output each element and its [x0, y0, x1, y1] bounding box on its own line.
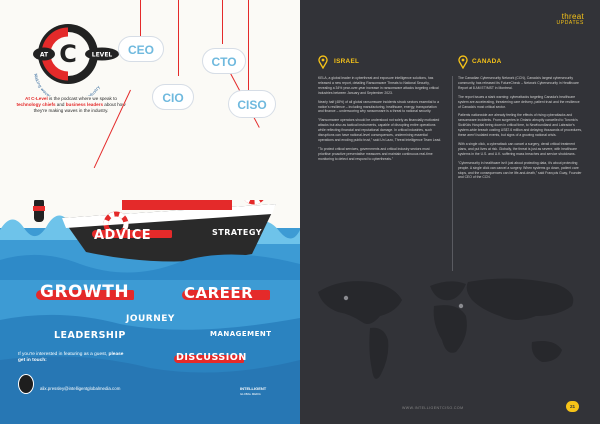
column-divider [452, 76, 453, 271]
cloud-ciso: CISO [228, 90, 276, 118]
svg-text:C: C [59, 40, 77, 68]
word-career: CAREER [184, 284, 254, 302]
rope [140, 0, 141, 40]
page-number: 21 [566, 401, 579, 412]
canada-paragraph: Patients nationwide are already feeling the effects of rising cyberattacks and ransomware incidents. From surgeries in Ontario abruptly cancelled to Toronto's SickKids Hospital being down in critical time, to Newfoundland and Labrador's system-wide breach costing US$7.6 million and delaying thousands of procedures, these aren't isolated events, but signs of a growing national crisis. [458, 113, 583, 138]
world-map [310, 272, 592, 392]
cloud-cio: CIO [152, 84, 194, 110]
guest-call-to-action: If you're interested in featuring as a guest, please get in touch: [18, 352, 124, 364]
contact-email[interactable]: alix.pressley@intelligentglobalmedia.com [40, 386, 121, 391]
canada-marker-icon [344, 296, 348, 300]
rope [248, 0, 249, 96]
israel-paragraph: "Ransomware operators should be understood not solely as financially motivated attacks but also as tactical instruments, capable of disrupting entire operations while reflecting financial and reputational damage. In critical industries, such disruptions can have national-level consequences, undermining essential operations and eroding public trust," said Un Lazo, Threat Intelligence Team Lead. [318, 118, 442, 142]
israel-paragraph: Nearly half (48%) of all global ransomware incidents struck sectors essential to a nation's resilience – including manufacturing, healthcare, energy, transportation and finance – underscoring why ransomware is a threat to national security. [318, 99, 439, 114]
word-management: MANAGEMENT [210, 330, 272, 338]
canada-paragraph: With a single click, a cyberattack can cancel a surgery, derail critical treatment plans, and put lives at risk. Globally, the threat is just as severe, with healthcare systems in the U.S. and U.K. suffering mass breaches and service shutdowns. [458, 141, 578, 156]
at-c-level-logo [14, 14, 132, 96]
avatar [18, 374, 34, 394]
rope [178, 0, 179, 76]
israel-article [318, 76, 442, 166]
word-growth: GROWTH [40, 282, 130, 302]
israel-paragraph: "To protect critical services, governments and critical industry sectors must prioritise proactive preventative measures and maintain continuous real-time monitoring to detect and respond to cyberthreats." [318, 146, 433, 161]
rope [222, 0, 223, 44]
cloud-ceo: CEO [118, 36, 164, 62]
intelligent-global-media-logo: INTELLIGENT GLOBAL MEDIA [240, 386, 267, 396]
svg-text:LEVEL: LEVEL [91, 51, 113, 59]
canada-paragraph: The Canadian Cybersecurity Network (CCN), Canada's largest cybersecurity community, has released its FutureCheck – Network Cybersecurity in Healthcare Report at 8 AM ET/MST in Montreal. [458, 76, 579, 90]
location-pin-icon [318, 55, 328, 69]
canada-paragraph: The report issues a stark warning: cyberattacks targeting Canada's healthcare system are accelerating, threatening care delivery, patient trust and the resilience of Canada's most critical sector. [458, 94, 580, 109]
israel-paragraph: KELA, a global leader in cyberthreat and exposure intelligence solutions, has released a new report, detailing Ransomware Threats to National Security, revealing a 34% year-over-year increase in ransomware attacks targeting critical industries between January and September 2023. [318, 76, 439, 95]
word-discussion: DISCUSSION [176, 352, 247, 363]
intro-text: At C-Level is the podcast where we speak to technology chiefs and business leaders about how they're making waves in the industry. [16, 96, 126, 114]
svg-text:AT: AT [39, 51, 49, 59]
footer-url[interactable]: WWW.INTELLIGENTCISO.COM [402, 406, 464, 410]
svg-text:Making waves in the technology: Making wave dustry [32, 73, 101, 96]
cloud-cto: CTO [202, 48, 246, 74]
israel-marker-icon [459, 304, 463, 308]
word-journey: JOURNEY [126, 314, 175, 324]
word-advice: ADVICE [94, 228, 152, 243]
canada-paragraph: "Cybersecurity in healthcare isn't just about protecting data, it's about protecting people. A single click can cancel a surgery. When systems go down, patient care stops, and the consequences can be life-and-death," said François Guay, Founder and CEO of the CCN. [458, 160, 582, 180]
buoy-icon [33, 200, 52, 222]
word-leadership: LEADERSHIP [54, 330, 126, 341]
country-canada-title: CANADA [472, 58, 502, 65]
location-pin-icon [458, 55, 468, 69]
threat-updates-header: threat UPDATES [556, 12, 584, 26]
canada-article [458, 76, 582, 184]
word-strategy: STRATEGY [212, 228, 263, 237]
country-israel-title: ISRAEL [334, 58, 360, 65]
